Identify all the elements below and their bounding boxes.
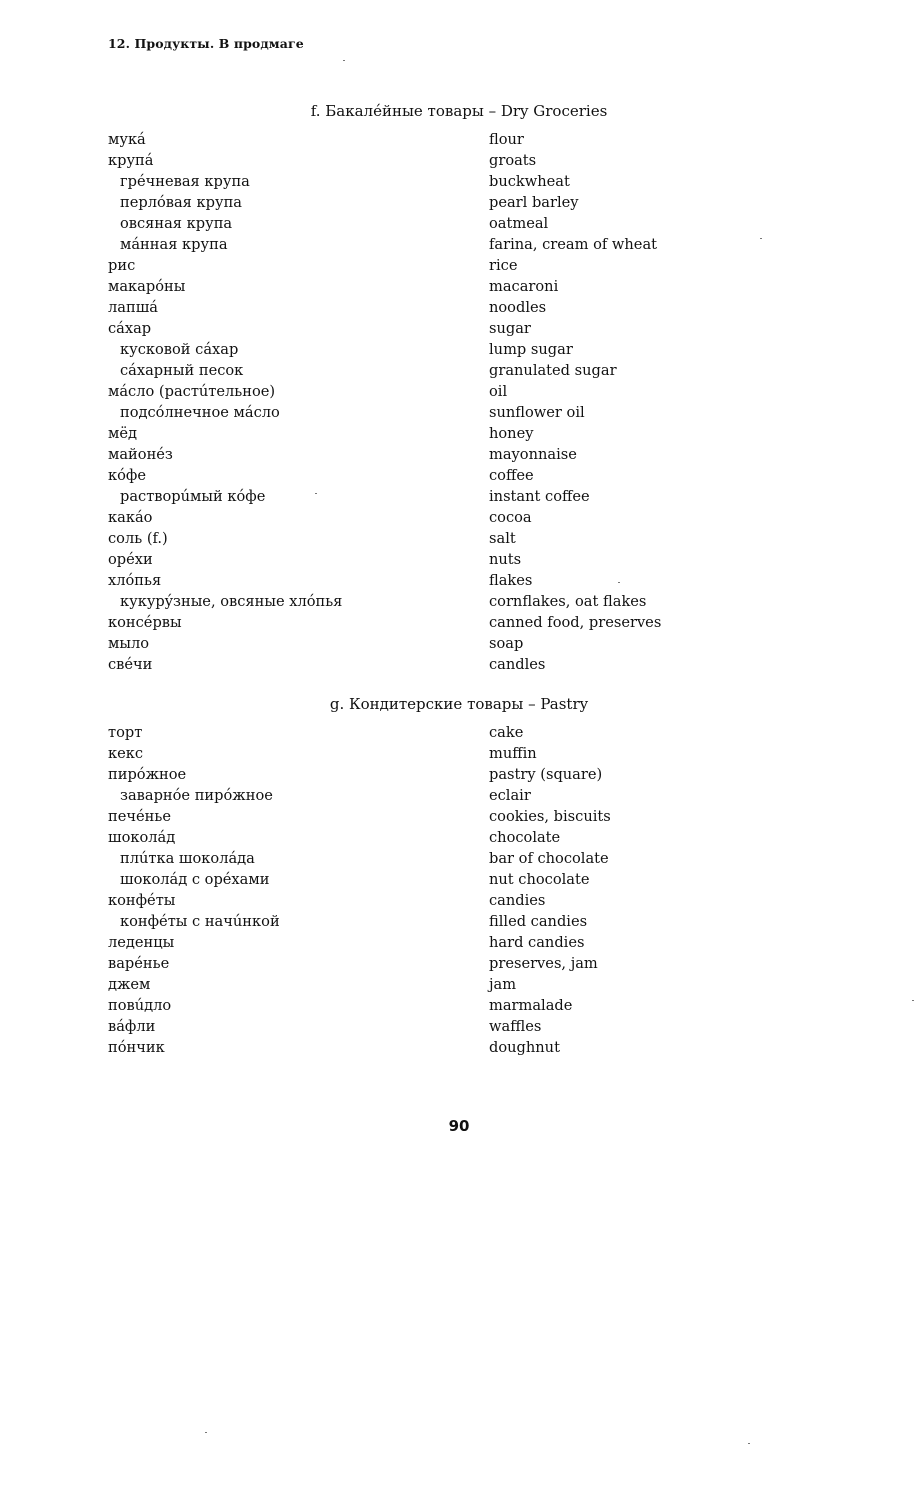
russian-term: соль (f.)	[108, 530, 168, 547]
english-term: preserves, jam	[489, 955, 598, 972]
vocab-entry	[108, 255, 808, 276]
english-term: chocolate	[489, 829, 561, 846]
scan-speck	[748, 1443, 750, 1444]
russian-term: варéнье	[108, 955, 170, 972]
vocab-entry	[108, 1016, 808, 1037]
vocab-entry	[108, 297, 808, 318]
english-term: oil	[489, 383, 508, 400]
russian-term: свéчи	[108, 656, 153, 673]
english-term: marmalade	[489, 997, 573, 1014]
russian-term: мыло	[108, 635, 150, 652]
vocab-entry	[108, 234, 808, 255]
vocab-entry	[108, 911, 808, 932]
russian-term: заварнóе пирóжное	[120, 787, 273, 804]
vocab-entry	[108, 465, 808, 486]
vocab-entry	[108, 381, 808, 402]
scan-speck	[343, 60, 345, 61]
vocab-entry	[108, 150, 808, 171]
russian-term: плúтка шоколáда	[120, 850, 255, 867]
english-term: jam	[489, 976, 517, 993]
russian-term: пóнчик	[108, 1039, 165, 1056]
scan-speck	[912, 1000, 914, 1001]
vocab-entry	[108, 171, 808, 192]
english-term: eclair	[489, 787, 531, 804]
vocab-entry	[108, 192, 808, 213]
running-head: 12. Продукты. В продмаге	[108, 36, 304, 51]
vocab-list-pastry	[108, 722, 808, 1058]
vocab-entry	[108, 486, 808, 507]
english-term: salt	[489, 530, 516, 547]
english-term: hard candies	[489, 934, 585, 951]
russian-term: мёд	[108, 425, 137, 442]
vocab-entry	[108, 360, 808, 381]
russian-term: овсяная крупа	[120, 215, 233, 232]
scan-speck	[618, 582, 620, 583]
vocab-entry	[108, 654, 808, 675]
vocab-entry	[108, 953, 808, 974]
russian-term: сáхарный песок	[120, 362, 244, 379]
russian-term: майонéз	[108, 446, 173, 463]
vocab-list-dry-groceries	[108, 129, 808, 675]
english-term: doughnut	[489, 1039, 560, 1056]
english-term: oatmeal	[489, 215, 549, 232]
russian-term: консéрвы	[108, 614, 182, 631]
scan-speck	[760, 238, 762, 239]
english-term: filled candies	[489, 913, 588, 930]
english-term: sunflower oil	[489, 404, 585, 421]
scan-speck	[315, 493, 317, 494]
english-term: cookies, biscuits	[489, 808, 611, 825]
vocab-entry	[108, 785, 808, 806]
english-term: macaroni	[489, 278, 559, 295]
vocab-entry	[108, 444, 808, 465]
russian-term: рис	[108, 257, 136, 274]
russian-term: хлóпья	[108, 572, 162, 589]
russian-term: конфéты	[108, 892, 176, 909]
russian-term: мáсло (растúтельное)	[108, 383, 276, 400]
vocab-entry	[108, 129, 808, 150]
russian-term: сáхар	[108, 320, 152, 337]
vocab-entry	[108, 722, 808, 743]
english-term: lump sugar	[489, 341, 573, 358]
english-term: granulated sugar	[489, 362, 617, 379]
vocab-entry	[108, 974, 808, 995]
section-heading-dry-groceries: f. Бакалéйные товары – Dry Groceries	[310, 102, 608, 120]
vocab-entry	[108, 806, 808, 827]
russian-term: кóфе	[108, 467, 146, 484]
english-term: pearl barley	[489, 194, 579, 211]
english-term: canned food, preserves	[489, 614, 662, 631]
vocab-entry	[108, 507, 808, 528]
english-term: coffee	[489, 467, 534, 484]
english-term: cocoa	[489, 509, 532, 526]
english-term: groats	[489, 152, 537, 169]
russian-term: шоколáд	[108, 829, 176, 846]
russian-term: кусковой сáхар	[120, 341, 239, 358]
english-term: cornflakes, oat flakes	[489, 593, 647, 610]
russian-term: кекс	[108, 745, 144, 762]
russian-term: шоколáд с орéхами	[120, 871, 270, 888]
vocab-entry	[108, 869, 808, 890]
vocab-entry	[108, 890, 808, 911]
english-term: flour	[489, 131, 524, 148]
english-term: candles	[489, 656, 546, 673]
russian-term: грéчневая крупа	[120, 173, 250, 190]
english-term: nut chocolate	[489, 871, 590, 888]
vocab-entry	[108, 743, 808, 764]
vocab-entry	[108, 1037, 808, 1058]
vocab-entry	[108, 827, 808, 848]
russian-term: мукá	[108, 131, 146, 148]
section-heading-pastry: g. Кондитерские товары – Pastry	[329, 695, 589, 713]
english-term: cake	[489, 724, 524, 741]
vocab-entry	[108, 318, 808, 339]
russian-term: джем	[108, 976, 151, 993]
vocab-entry	[108, 764, 808, 785]
vocab-entry	[108, 528, 808, 549]
russian-term: макарóны	[108, 278, 186, 295]
vocab-entry	[108, 848, 808, 869]
russian-term: повúдло	[108, 997, 172, 1014]
russian-term: конфéты с начúнкой	[120, 913, 280, 930]
russian-term: орéхи	[108, 551, 153, 568]
english-term: rice	[489, 257, 518, 274]
english-term: bar of chocolate	[489, 850, 609, 867]
russian-term: растворúмый кóфе	[120, 488, 266, 505]
russian-term: вáфли	[108, 1018, 156, 1035]
russian-term: пирóжное	[108, 766, 187, 783]
english-term: flakes	[489, 572, 533, 589]
vocab-entry	[108, 591, 808, 612]
english-term: buckwheat	[489, 173, 570, 190]
vocab-entry	[108, 995, 808, 1016]
page-number: 90	[448, 1117, 470, 1135]
scan-speck	[205, 1432, 207, 1433]
russian-term: мáнная крупа	[120, 236, 228, 253]
english-term: mayonnaise	[489, 446, 577, 463]
english-term: soap	[489, 635, 524, 652]
russian-term: печéнье	[108, 808, 171, 825]
vocab-entry	[108, 570, 808, 591]
english-term: candies	[489, 892, 546, 909]
vocab-entry	[108, 276, 808, 297]
russian-term: леденцы	[108, 934, 175, 951]
english-term: honey	[489, 425, 534, 442]
english-term: nuts	[489, 551, 522, 568]
vocab-entry	[108, 339, 808, 360]
english-term: waffles	[489, 1018, 542, 1035]
english-term: noodles	[489, 299, 547, 316]
english-term: muffin	[489, 745, 537, 762]
russian-term: какáо	[108, 509, 153, 526]
english-term: pastry (square)	[489, 766, 603, 783]
english-term: instant coffee	[489, 488, 590, 505]
english-term: farina, cream of wheat	[489, 236, 658, 253]
russian-term: кукурýзные, овсяные хлóпья	[120, 593, 343, 610]
russian-term: подсóлнечное мáсло	[120, 404, 280, 421]
russian-term: торт	[108, 724, 143, 741]
vocab-entry	[108, 423, 808, 444]
vocab-entry	[108, 213, 808, 234]
english-term: sugar	[489, 320, 531, 337]
russian-term: крупá	[108, 152, 154, 169]
vocab-entry	[108, 612, 808, 633]
russian-term: лапшá	[108, 299, 158, 316]
vocab-entry	[108, 932, 808, 953]
russian-term: перлóвая крупа	[120, 194, 243, 211]
vocab-entry	[108, 549, 808, 570]
vocab-entry	[108, 633, 808, 654]
vocab-entry	[108, 402, 808, 423]
